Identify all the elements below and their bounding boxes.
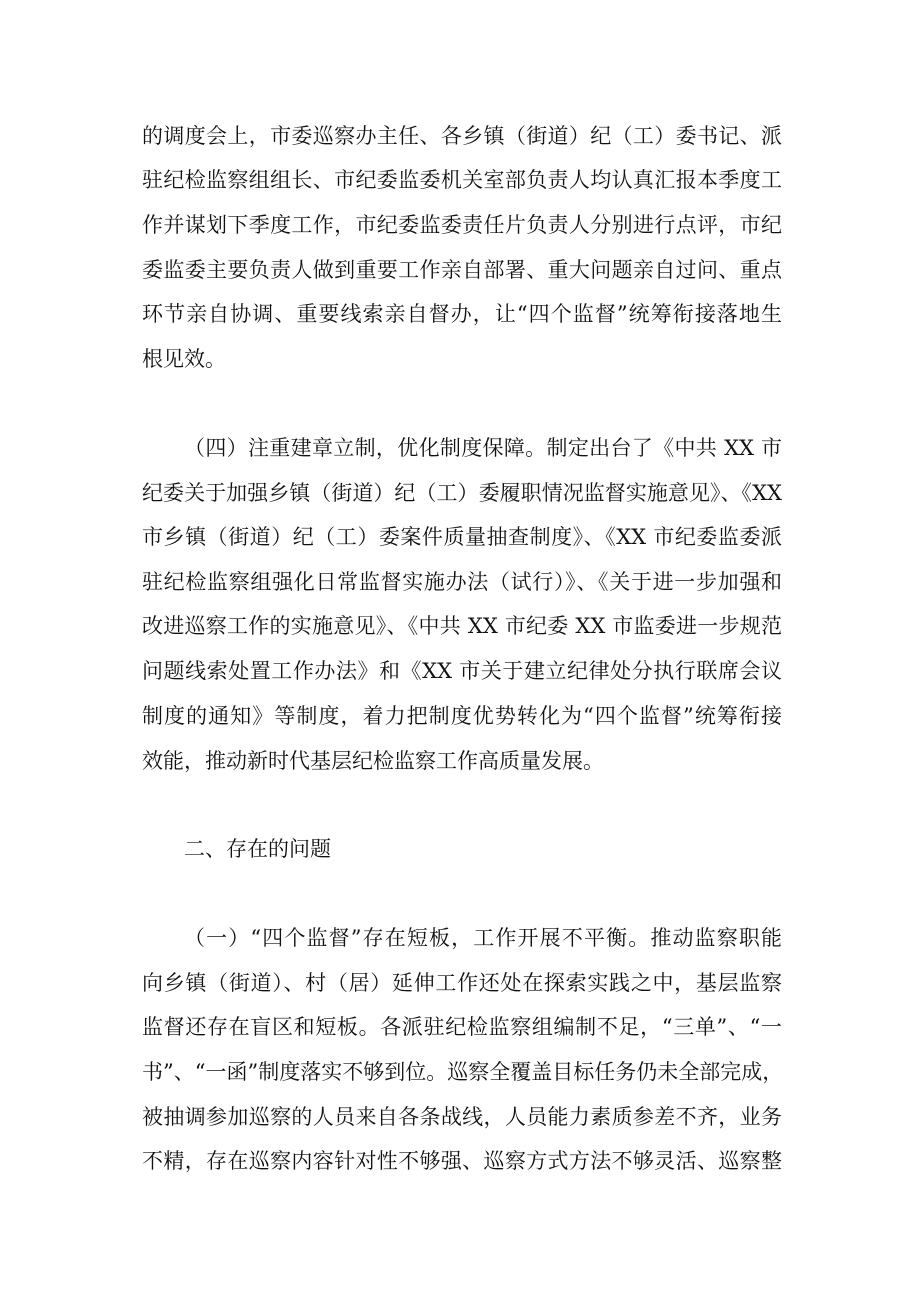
paragraph-3-line-2: 向乡镇（街道）、村（居）延伸工作还处在探索实践之中，基层监察 bbox=[142, 971, 782, 995]
paragraph-3-line-4: 书”、“一函”制度落实不够到位。巡察全覆盖目标任务仍未全部完成， bbox=[142, 1060, 784, 1084]
paragraph-2-line-3: 市乡镇（街道）纪（工）委案件质量抽查制度》、《XX 市纪委监委派 bbox=[142, 525, 782, 549]
paragraph-3-line-5: 被抽调参加巡察的人员来自各条战线，人员能力素质参差不齐，业务 bbox=[142, 1105, 782, 1129]
section-heading: 二、存在的问题 bbox=[184, 837, 331, 861]
paragraph-2-line-5: 改进巡察工作的实施意见》、《中共 XX 市纪委 XX 市监委进一步规范 bbox=[142, 614, 782, 638]
paragraph-2-line-2: 纪委关于加强乡镇（街道）纪（工）委履职情况监督实施意见》、《XX bbox=[142, 481, 782, 505]
paragraph-1-line-2: 驻纪检监察组组长、市纪委监委机关室部负责人均认真汇报本季度工 bbox=[142, 168, 782, 192]
paragraph-3-line-1: （一）“四个监督”存在短板，工作开展不平衡。推动监察职能 bbox=[184, 926, 782, 950]
paragraph-1-line-6: 根见效。 bbox=[142, 347, 226, 371]
paragraph-2-line-6: 问题线索处置工作办法》和《XX 市关于建立纪律处分执行联席会议 bbox=[142, 659, 782, 683]
paragraph-1-line-5: 环节亲自协调、重要线索亲自督办，让“四个监督”统筹衔接落地生 bbox=[142, 302, 782, 326]
paragraph-3-line-6: 不精，存在巡察内容针对性不够强、巡察方式方法不够灵活、巡察整 bbox=[142, 1149, 782, 1173]
paragraph-2-line-7: 制度的通知》等制度，着力把制度优势转化为“四个监督”统筹衔接 bbox=[142, 704, 782, 728]
paragraph-1-line-3: 作并谋划下季度工作，市纪委监委责任片负责人分别进行点评，市纪 bbox=[142, 213, 782, 237]
paragraph-2-line-4: 驻纪检监察组强化日常监督实施办法（试行）》、《关于进一步加强和 bbox=[142, 570, 782, 594]
paragraph-1-line-1: 的调度会上，市委巡察办主任、各乡镇（街道）纪（工）委书记、派 bbox=[142, 124, 782, 148]
paragraph-1-line-4: 委监委主要负责人做到重要工作亲自部署、重大问题亲自过问、重点 bbox=[142, 258, 782, 282]
paragraph-2-line-1: （四）注重建章立制，优化制度保障。制定出台了《中共 XX 市 bbox=[184, 436, 782, 460]
paragraph-2-line-8: 效能，推动新时代基层纪检监察工作高质量发展。 bbox=[142, 749, 604, 773]
paragraph-3-line-3: 监督还存在盲区和短板。各派驻纪检监察组编制不足，“三单”、“一 bbox=[142, 1015, 782, 1039]
